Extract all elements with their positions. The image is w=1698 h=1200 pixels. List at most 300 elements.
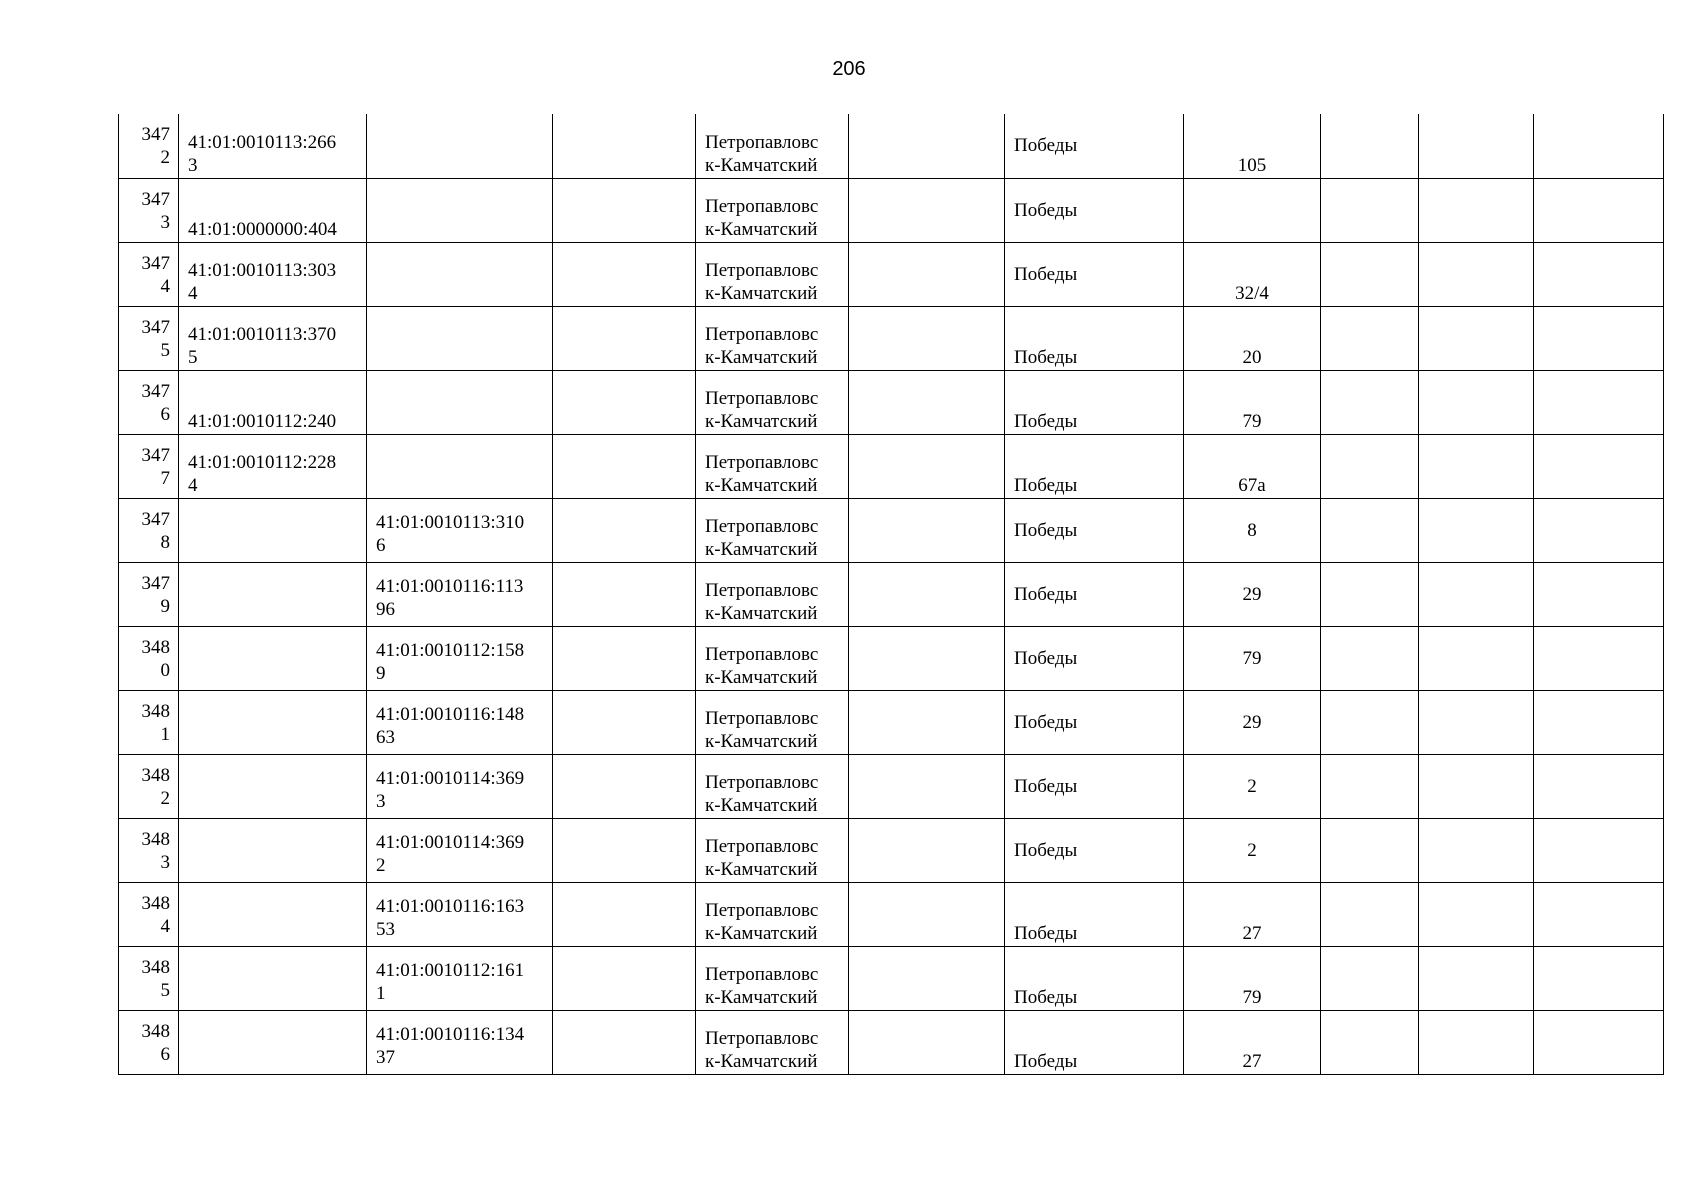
cadastral-number-b-cell bbox=[367, 1010, 553, 1074]
cadastral-number-b-line1: 41:01:0010112:161 bbox=[376, 959, 525, 981]
cadastral-number-b-line2: 6 bbox=[376, 534, 386, 556]
cadastral-number-b-line1: 41:01:0010116:163 bbox=[376, 895, 525, 917]
house-number: 29 bbox=[1242, 711, 1262, 733]
empty-cell bbox=[849, 178, 1005, 242]
empty-cell bbox=[1534, 626, 1664, 690]
city-line1: Петропавловс bbox=[705, 643, 819, 665]
empty-cell bbox=[849, 690, 1005, 754]
empty-cell bbox=[553, 498, 696, 562]
street-name: Победы bbox=[1014, 199, 1078, 221]
street-cell bbox=[1005, 498, 1184, 562]
empty-cell bbox=[1534, 818, 1664, 882]
city-line1: Петропавловс bbox=[705, 451, 819, 473]
cadastral-number-b-line1: 41:01:0010116:113 bbox=[376, 575, 524, 597]
table-body bbox=[119, 114, 1664, 1074]
street-name: Победы bbox=[1014, 647, 1078, 669]
row-number-part2: 4 bbox=[160, 275, 170, 297]
cadastral-number-b-cell bbox=[367, 754, 553, 818]
house-number: 8 bbox=[1247, 519, 1257, 541]
city-cell bbox=[696, 754, 849, 818]
cadastral-number-b-line2: 53 bbox=[376, 918, 395, 940]
row-number-part1: 347 bbox=[141, 252, 170, 274]
street-name: Победы bbox=[1014, 583, 1078, 605]
city-line1: Петропавловс bbox=[705, 259, 819, 281]
empty-cell bbox=[1321, 370, 1419, 434]
city-line2: к-Камчатский bbox=[705, 410, 818, 432]
empty-cell bbox=[1534, 370, 1664, 434]
row-number-cell bbox=[119, 1010, 179, 1074]
street-name: Победы bbox=[1014, 474, 1078, 496]
cadastral-number-a-cell bbox=[179, 114, 367, 178]
row-number-part2: 6 bbox=[160, 403, 170, 425]
empty-cell bbox=[849, 818, 1005, 882]
empty-cell bbox=[1419, 562, 1534, 626]
empty-cell bbox=[1419, 370, 1534, 434]
row-number-part2: 8 bbox=[160, 531, 170, 553]
house-number: 27 bbox=[1242, 922, 1262, 944]
cadastral-number-b-cell bbox=[367, 498, 553, 562]
empty-cell bbox=[553, 626, 696, 690]
empty-cell bbox=[1534, 498, 1664, 562]
city-line1: Петропавловс bbox=[705, 515, 819, 537]
empty-cell bbox=[553, 178, 696, 242]
city-line2: к-Камчатский bbox=[705, 282, 818, 304]
empty-cell bbox=[553, 370, 696, 434]
city-line1: Петропавловс bbox=[705, 707, 819, 729]
row-number-cell bbox=[119, 562, 179, 626]
cadastral-number-b-line2: 9 bbox=[376, 662, 386, 684]
house-number: 27 bbox=[1242, 1050, 1262, 1072]
house-number-cell bbox=[1184, 946, 1321, 1010]
cadastral-number-a-cell bbox=[179, 946, 367, 1010]
street-cell bbox=[1005, 690, 1184, 754]
row-number-part2: 2 bbox=[160, 147, 170, 168]
empty-cell bbox=[1321, 818, 1419, 882]
house-number-cell bbox=[1184, 242, 1321, 306]
house-number-cell bbox=[1184, 498, 1321, 562]
row-number-part2: 2 bbox=[160, 787, 170, 809]
cadastral-number-b-cell bbox=[367, 370, 553, 434]
page-number: 206 bbox=[832, 58, 866, 80]
empty-cell bbox=[1534, 242, 1664, 306]
empty-cell bbox=[1321, 1010, 1419, 1074]
empty-cell bbox=[1534, 690, 1664, 754]
empty-cell bbox=[849, 434, 1005, 498]
empty-cell bbox=[1419, 626, 1534, 690]
empty-cell bbox=[1321, 498, 1419, 562]
city-line1: Петропавловс bbox=[705, 835, 819, 857]
cadastral-number-a-cell bbox=[179, 754, 367, 818]
empty-cell bbox=[553, 1010, 696, 1074]
empty-cell bbox=[1321, 178, 1419, 242]
city-cell bbox=[696, 178, 849, 242]
cadastral-number-b-line2: 1 bbox=[376, 982, 386, 1004]
row-number-cell bbox=[119, 178, 179, 242]
empty-cell bbox=[553, 690, 696, 754]
table-row bbox=[119, 754, 1664, 818]
row-number-part2: 6 bbox=[160, 1043, 170, 1065]
house-number: 79 bbox=[1242, 647, 1262, 669]
row-number-part2: 5 bbox=[160, 979, 170, 1001]
row-number-part2: 1 bbox=[160, 723, 170, 745]
row-number-part1: 348 bbox=[141, 892, 170, 914]
row-number-cell bbox=[119, 946, 179, 1010]
house-number-cell bbox=[1184, 434, 1321, 498]
table-row bbox=[119, 114, 1664, 178]
row-number-part1: 347 bbox=[141, 124, 170, 145]
house-number: 67а bbox=[1238, 474, 1266, 496]
street-name: Победы bbox=[1014, 986, 1078, 1008]
cadastral-number-b-line2: 37 bbox=[376, 1046, 395, 1068]
cadastral-number-a-line1: 41:01:0010113:370 bbox=[188, 323, 337, 345]
cadastral-number-b-line1: 41:01:0010114:369 bbox=[376, 831, 525, 853]
house-number-cell bbox=[1184, 690, 1321, 754]
table-row bbox=[119, 242, 1664, 306]
table-row bbox=[119, 946, 1664, 1010]
row-number-part2: 0 bbox=[160, 659, 170, 681]
empty-cell bbox=[553, 562, 696, 626]
city-line1: Петропавловс bbox=[705, 323, 819, 345]
house-number: 2 bbox=[1247, 839, 1257, 861]
empty-cell bbox=[1419, 434, 1534, 498]
cadastral-number-a-cell bbox=[179, 626, 367, 690]
row-number-part1: 348 bbox=[141, 1020, 170, 1042]
cadastral-number-a-cell bbox=[179, 498, 367, 562]
row-number-cell bbox=[119, 114, 179, 178]
row-number-part1: 347 bbox=[141, 380, 170, 402]
empty-cell bbox=[553, 306, 696, 370]
cadastral-number-b-line1: 41:01:0010114:369 bbox=[376, 767, 525, 789]
cadastral-number-b-cell bbox=[367, 690, 553, 754]
city-line2: к-Камчатский bbox=[705, 922, 818, 944]
row-number-part1: 348 bbox=[141, 764, 170, 786]
table-row bbox=[119, 626, 1664, 690]
cadastral-number-b-line1: 41:01:0010116:134 bbox=[376, 1023, 525, 1045]
row-number-cell bbox=[119, 306, 179, 370]
empty-cell bbox=[1534, 178, 1664, 242]
cadastral-number-b-line2: 96 bbox=[376, 598, 395, 620]
empty-cell bbox=[849, 754, 1005, 818]
city-cell bbox=[696, 946, 849, 1010]
row-number-part1: 347 bbox=[141, 572, 170, 594]
cadastral-number-b-cell bbox=[367, 306, 553, 370]
empty-cell bbox=[553, 882, 696, 946]
empty-cell bbox=[553, 434, 696, 498]
city-cell bbox=[696, 626, 849, 690]
house-number-cell bbox=[1184, 626, 1321, 690]
street-name: Победы bbox=[1014, 135, 1078, 157]
street-cell bbox=[1005, 434, 1184, 498]
table-row bbox=[119, 562, 1664, 626]
city-line2: к-Камчатский bbox=[705, 154, 818, 176]
street-name: Победы bbox=[1014, 922, 1078, 944]
street-cell bbox=[1005, 562, 1184, 626]
empty-cell bbox=[849, 1010, 1005, 1074]
table-row bbox=[119, 370, 1664, 434]
city-line1: Петропавловс bbox=[705, 899, 819, 921]
house-number: 79 bbox=[1242, 410, 1262, 432]
row-number-part2: 3 bbox=[160, 211, 170, 233]
street-cell bbox=[1005, 882, 1184, 946]
city-line1: Петропавловс bbox=[705, 195, 819, 217]
cadastral-number-a-line2: 4 bbox=[188, 282, 198, 304]
cadastral-number-a-cell bbox=[179, 370, 367, 434]
empty-cell bbox=[849, 242, 1005, 306]
city-line1: Петропавловс bbox=[705, 771, 819, 793]
empty-cell bbox=[1321, 306, 1419, 370]
house-number-cell bbox=[1184, 882, 1321, 946]
empty-cell bbox=[1321, 626, 1419, 690]
empty-cell bbox=[849, 306, 1005, 370]
table-row bbox=[119, 882, 1664, 946]
row-number-cell bbox=[119, 626, 179, 690]
table-row bbox=[119, 1010, 1664, 1074]
registry-table bbox=[118, 114, 1664, 1075]
empty-cell bbox=[1419, 114, 1534, 178]
city-cell bbox=[696, 562, 849, 626]
house-number-cell bbox=[1184, 562, 1321, 626]
cadastral-number-a-cell bbox=[179, 306, 367, 370]
cadastral-number-a-cell bbox=[179, 434, 367, 498]
house-number-cell bbox=[1184, 114, 1321, 178]
cadastral-number-b-cell bbox=[367, 242, 553, 306]
cadastral-number-b-line1: 41:01:0010116:148 bbox=[376, 703, 525, 725]
empty-cell bbox=[553, 818, 696, 882]
house-number: 2 bbox=[1247, 775, 1257, 797]
street-cell bbox=[1005, 370, 1184, 434]
cadastral-number-a-cell bbox=[179, 882, 367, 946]
house-number: 20 bbox=[1242, 346, 1262, 368]
empty-cell bbox=[1419, 1010, 1534, 1074]
cadastral-number-b-cell bbox=[367, 178, 553, 242]
row-number-part2: 5 bbox=[160, 339, 170, 361]
row-number-cell bbox=[119, 754, 179, 818]
empty-cell bbox=[1534, 434, 1664, 498]
empty-cell bbox=[849, 946, 1005, 1010]
cadastral-number-b-line2: 3 bbox=[376, 790, 386, 812]
city-line2: к-Камчатский bbox=[705, 730, 818, 752]
empty-cell bbox=[849, 370, 1005, 434]
city-line1: Петропавловс bbox=[705, 579, 819, 601]
street-cell bbox=[1005, 818, 1184, 882]
empty-cell bbox=[1534, 882, 1664, 946]
street-cell bbox=[1005, 178, 1184, 242]
city-line2: к-Камчатский bbox=[705, 666, 818, 688]
empty-cell bbox=[1419, 754, 1534, 818]
city-cell bbox=[696, 690, 849, 754]
city-cell bbox=[696, 818, 849, 882]
cadastral-number-a-line1: 41:01:0010112:240 bbox=[188, 410, 337, 432]
cadastral-number-a-line2: 3 bbox=[188, 154, 198, 176]
city-line1: Петропавловс bbox=[705, 131, 819, 153]
cadastral-number-b-cell bbox=[367, 882, 553, 946]
city-line2: к-Камчатский bbox=[705, 986, 818, 1008]
row-number-cell bbox=[119, 882, 179, 946]
row-number-part1: 348 bbox=[141, 828, 170, 850]
row-number-part1: 347 bbox=[141, 444, 170, 466]
street-name: Победы bbox=[1014, 263, 1078, 285]
cadastral-number-a-cell bbox=[179, 242, 367, 306]
city-cell bbox=[696, 114, 849, 178]
house-number-cell bbox=[1184, 1010, 1321, 1074]
street-cell bbox=[1005, 242, 1184, 306]
row-number-part1: 347 bbox=[141, 508, 170, 530]
empty-cell bbox=[1321, 562, 1419, 626]
empty-cell bbox=[1419, 306, 1534, 370]
city-line2: к-Камчатский bbox=[705, 858, 818, 880]
empty-cell bbox=[1419, 882, 1534, 946]
street-name: Победы bbox=[1014, 775, 1078, 797]
cadastral-number-b-line1: 41:01:0010113:310 bbox=[376, 511, 525, 533]
cadastral-number-a-line1: 41:01:0000000:404 bbox=[188, 218, 337, 240]
empty-cell bbox=[1419, 178, 1534, 242]
row-number-part2: 9 bbox=[160, 595, 170, 617]
street-name: Победы bbox=[1014, 711, 1078, 733]
street-cell bbox=[1005, 754, 1184, 818]
empty-cell bbox=[1321, 690, 1419, 754]
empty-cell bbox=[1419, 946, 1534, 1010]
cadastral-number-a-line1: 41:01:0010113:266 bbox=[188, 131, 337, 153]
cadastral-number-a-cell bbox=[179, 562, 367, 626]
house-number: 105 bbox=[1237, 154, 1267, 176]
cadastral-number-a-line2: 4 bbox=[188, 474, 198, 496]
empty-cell bbox=[1534, 562, 1664, 626]
city-cell bbox=[696, 1010, 849, 1074]
cadastral-number-a-line2: 5 bbox=[188, 346, 198, 368]
cadastral-number-a-cell bbox=[179, 690, 367, 754]
city-line2: к-Камчатский bbox=[705, 346, 818, 368]
city-line2: к-Камчатский bbox=[705, 602, 818, 624]
house-number-cell bbox=[1184, 818, 1321, 882]
row-number-part1: 348 bbox=[141, 956, 170, 978]
street-cell bbox=[1005, 306, 1184, 370]
row-number-part1: 347 bbox=[141, 316, 170, 338]
empty-cell bbox=[553, 242, 696, 306]
table-row bbox=[119, 818, 1664, 882]
row-number-part1: 348 bbox=[141, 636, 170, 658]
cadastral-number-a-cell bbox=[179, 1010, 367, 1074]
empty-cell bbox=[1321, 114, 1419, 178]
table-row bbox=[119, 690, 1664, 754]
city-line1: Петропавловс bbox=[705, 963, 819, 985]
city-cell bbox=[696, 306, 849, 370]
row-number-part2: 3 bbox=[160, 851, 170, 873]
house-number-cell bbox=[1184, 306, 1321, 370]
empty-cell bbox=[1321, 434, 1419, 498]
street-cell bbox=[1005, 1010, 1184, 1074]
house-number-cell bbox=[1184, 754, 1321, 818]
row-number-part1: 348 bbox=[141, 700, 170, 722]
empty-cell bbox=[1419, 690, 1534, 754]
empty-cell bbox=[1321, 946, 1419, 1010]
house-number: 32/4 bbox=[1235, 282, 1269, 304]
table-row bbox=[119, 306, 1664, 370]
cadastral-number-b-line1: 41:01:0010112:158 bbox=[376, 639, 525, 661]
row-number-part1: 347 bbox=[141, 188, 170, 210]
city-line2: к-Камчатский bbox=[705, 218, 818, 240]
city-line1: Петропавловс bbox=[705, 1027, 819, 1049]
empty-cell bbox=[1321, 242, 1419, 306]
table-row bbox=[119, 178, 1664, 242]
cadastral-number-b-cell bbox=[367, 114, 553, 178]
city-cell bbox=[696, 498, 849, 562]
empty-cell bbox=[1419, 818, 1534, 882]
street-cell bbox=[1005, 946, 1184, 1010]
table-row bbox=[119, 434, 1664, 498]
house-number-cell bbox=[1184, 370, 1321, 434]
cadastral-number-b-cell bbox=[367, 946, 553, 1010]
table-row bbox=[119, 498, 1664, 562]
city-line2: к-Камчатский bbox=[705, 474, 818, 496]
row-number-cell bbox=[119, 434, 179, 498]
empty-cell bbox=[849, 562, 1005, 626]
street-name: Победы bbox=[1014, 519, 1078, 541]
empty-cell bbox=[1534, 754, 1664, 818]
city-cell bbox=[696, 370, 849, 434]
cadastral-number-b-cell bbox=[367, 626, 553, 690]
empty-cell bbox=[553, 946, 696, 1010]
house-number-cell bbox=[1184, 178, 1321, 242]
row-number-part2: 7 bbox=[160, 467, 170, 489]
city-line2: к-Камчатский bbox=[705, 794, 818, 816]
empty-cell bbox=[1321, 754, 1419, 818]
cadastral-number-b-cell bbox=[367, 818, 553, 882]
city-cell bbox=[696, 242, 849, 306]
cadastral-number-b-line2: 63 bbox=[376, 726, 395, 748]
row-number-cell bbox=[119, 370, 179, 434]
row-number-cell bbox=[119, 818, 179, 882]
city-cell bbox=[696, 434, 849, 498]
empty-cell bbox=[1534, 1010, 1664, 1074]
city-line2: к-Камчатский bbox=[705, 538, 818, 560]
house-number: 79 bbox=[1242, 986, 1262, 1008]
street-name: Победы bbox=[1014, 346, 1078, 368]
house-number: 29 bbox=[1242, 583, 1262, 605]
empty-cell bbox=[1534, 306, 1664, 370]
empty-cell bbox=[849, 626, 1005, 690]
street-cell bbox=[1005, 114, 1184, 178]
empty-cell bbox=[849, 498, 1005, 562]
street-name: Победы bbox=[1014, 1050, 1078, 1072]
street-name: Победы bbox=[1014, 410, 1078, 432]
empty-cell bbox=[1419, 498, 1534, 562]
cadastral-number-b-line2: 2 bbox=[376, 854, 386, 876]
empty-cell bbox=[1321, 882, 1419, 946]
cadastral-number-b-cell bbox=[367, 562, 553, 626]
empty-cell bbox=[1534, 114, 1664, 178]
row-number-cell bbox=[119, 242, 179, 306]
cadastral-number-b-cell bbox=[367, 434, 553, 498]
row-number-cell bbox=[119, 690, 179, 754]
cadastral-number-a-cell bbox=[179, 178, 367, 242]
cadastral-number-a-line1: 41:01:0010113:303 bbox=[188, 259, 337, 281]
cadastral-number-a-cell bbox=[179, 818, 367, 882]
row-number-cell bbox=[119, 498, 179, 562]
street-name: Победы bbox=[1014, 839, 1078, 861]
cadastral-number-a-line1: 41:01:0010112:228 bbox=[188, 451, 337, 473]
street-cell bbox=[1005, 626, 1184, 690]
empty-cell bbox=[849, 114, 1005, 178]
city-cell bbox=[696, 882, 849, 946]
row-number-part2: 4 bbox=[160, 915, 170, 937]
empty-cell bbox=[1419, 242, 1534, 306]
empty-cell bbox=[553, 754, 696, 818]
empty-cell bbox=[849, 882, 1005, 946]
city-line1: Петропавловс bbox=[705, 387, 819, 409]
empty-cell bbox=[553, 114, 696, 178]
city-line2: к-Камчатский bbox=[705, 1050, 818, 1072]
empty-cell bbox=[1534, 946, 1664, 1010]
